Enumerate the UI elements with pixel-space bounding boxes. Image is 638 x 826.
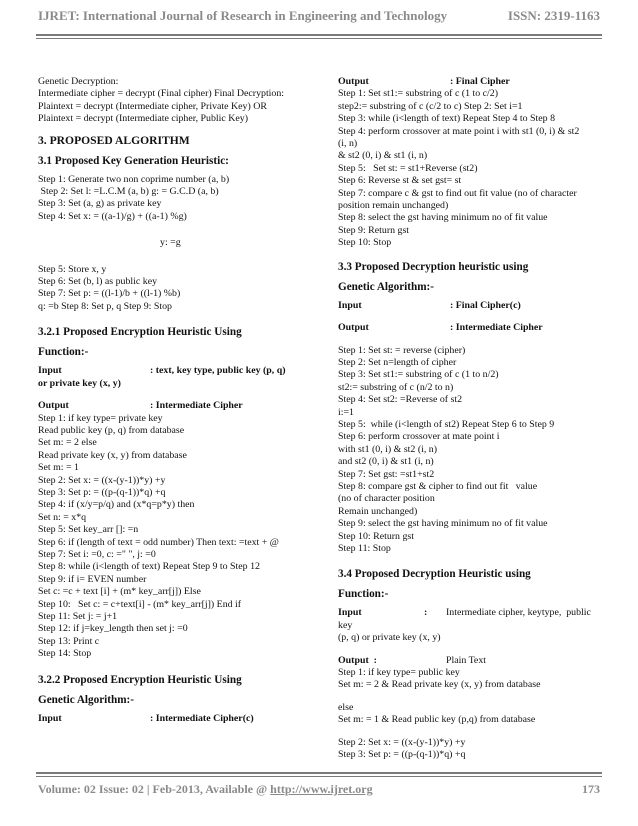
value: : text, key type, public key (p, q) [150,365,286,377]
text-line: st2:= substring of c (n/2 to n) [338,381,454,393]
footer-rule-thin [36,776,602,777]
text-line: Step 5: Store x, y [38,263,107,275]
label: Output [38,400,69,412]
subheading-function: Function:- [338,588,389,601]
enc-output-row [38,400,310,412]
text-line: Step 10: Return gst [338,530,414,542]
spacer [38,223,310,237]
text-line: Step 3: Set p: = ((p-(q-1))*q) +q [38,486,166,498]
text-line: Step 3: while (i<length of text) Repeat Step 4 to Step 8 [338,113,556,125]
text-line: step2:= substring of c (c/2 to c) Step 2: Set i=1 [338,100,523,112]
text-line: or private key (x, y) [38,377,121,389]
text-line: i:=1 [338,406,354,418]
text-line: Step 5: Set st: = st1+Reverse (st2) [338,162,478,174]
intro-block [38,76,310,126]
text-line: (p, q) or private key (x, y) [338,632,441,644]
text-line: Step 2: Set n=length of cipher [338,356,457,368]
page-footer [38,782,600,797]
spacer [338,312,610,322]
text-line: Step 8: select the gst having minimum no of fit value [338,212,548,224]
text-line: Plaintext = decrypt (Intermediate cipher, Public Key) [38,113,249,125]
text-line: Step 11: Stop [338,543,391,554]
text-line: Set m: = 2 & Read private key (x, y) from database [338,679,541,691]
label: Input [38,365,62,377]
subheading-genetic: Genetic Algorithm:- [38,693,134,706]
text-line: Step 9: select the gst having minimum no of fit value [338,518,548,530]
text-line: Set m: = 1 & Read public key (p,q) from database [338,714,536,726]
text-line: Remain unchanged) [338,505,418,517]
text-line: else [338,701,354,713]
text-line: Step 3: Set st1:= substring of c (1 to n/2) [338,369,499,381]
label: Output [338,322,369,334]
spacer [38,250,310,264]
spacer [338,335,610,345]
value: : Intermediate Cipher(c) [150,712,254,724]
text-line: Set n: = x*q [38,511,87,523]
text-line: Step 11: Set j: = j+1 [38,611,118,622]
page-number: 173 [582,782,600,796]
subheading-genetic: Genetic Algorithm:- [338,280,434,293]
text-line: Step 10: Stop [338,237,392,249]
text-line: Step 6: perform crossover at mate point i [338,431,500,443]
colon: : [424,607,428,619]
label: Input [38,712,62,724]
text-line: Step 3: Set (a, g) as private key [38,198,162,210]
text-line: Step 7: compare c & gst to find out fit value (no of character [338,187,577,199]
text-line: Read private key (x, y) from database [38,449,187,461]
header-rule-thin [36,38,602,39]
label: Input [338,607,362,619]
keygen-steps [38,174,310,314]
text-line: (i, n) [338,138,358,150]
text-line: Step 4: Set st2: =Reverse of st2 [338,394,463,406]
ga-steps [338,88,610,249]
ga-input-row [38,713,310,725]
dga-steps [338,345,610,556]
text-line: Step 5: Set key_arr []: =n [38,524,139,536]
value: : Final Cipher [450,76,510,87]
value: : Final Cipher(c) [450,299,521,311]
spacer [38,390,310,400]
text-line: Step 5: while (i<length of st2) Repeat Step 6 to Step 9 [338,418,555,430]
spacer [338,645,610,655]
text-line: Step 1: if key type= private key [38,412,163,424]
text-line: key [338,619,353,631]
spacer [338,692,610,702]
text-line: Step 2: Set x: = ((x-(y-1))*y) +y [38,474,166,486]
section-heading-3-2-1: 3.2.1 Proposed Encryption Heuristic Using [38,326,242,339]
text-line: and st2 (0, i) & st1 (i, n) [338,456,434,468]
section-heading-3-4: 3.4 Proposed Decryption Heuristic using [338,568,531,581]
label: Input [338,299,362,311]
section-heading-3-1: 3.1 Proposed Key Generation Heuristic: [38,154,229,167]
journal-title: IJRET: International Journal of Research in Engineering and Technology [38,8,448,23]
section-heading-3-2-2: 3.2.2 Proposed Encryption Heuristic Using [38,673,242,686]
page-header [38,8,600,32]
section-heading-3: 3. PROPOSED ALGORITHM [38,133,190,147]
text-line: with st1 (0, i) & st2 (i, n) [338,443,438,455]
text-line: Step 7: Set i: =0, c: =" ", j: =0 [38,548,156,560]
label: Output [338,76,369,87]
text-line: position remain unchanged) [338,200,449,212]
dfn-input-row [338,607,610,619]
text-line: Plaintext = decrypt (Intermediate cipher, Private Key) OR [38,100,267,112]
text-line: Step 9: if i= EVEN number [38,573,147,585]
footer-rule [36,772,602,774]
text-line: (no of character position [338,493,435,505]
text-line: Step 2: Set x: = ((x-(y-1))*y) +y [338,736,466,748]
text-line: Step 1: Set st: = reverse (cipher) [338,344,466,356]
enc-steps [38,413,310,661]
text-line: q: =b Step 8: Set p, q Step 9: Stop [38,300,172,312]
text-line: & st2 (0, i) & st1 (i, n) [338,150,428,162]
header-rule [36,34,602,36]
footer-text: Volume: 02 Issue: 02 | Feb-2013, Available @ [38,782,271,796]
subheading-function: Function:- [38,346,89,359]
text-line: Read public key (p, q) from database [38,424,185,436]
right-column [338,76,610,761]
text-line: Step 7: Set gst: =st1+st2 [338,468,435,480]
text-line: Step 14: Stop [38,648,92,660]
text-line: Step 8: compare gst & cipher to find out fit value [338,480,538,492]
text-line: Step 12: if j=key_length then set j: =0 [38,623,188,635]
left-column [38,76,310,725]
value: : Intermediate Cipher [450,322,543,334]
text-line: Step 3: Set p: = ((p-(q-1))*q) +q [338,749,466,761]
spacer [338,727,610,737]
text-line: Step 4: Set x: = ((a-1)/g) + ((a-1) %g) [38,210,187,222]
text-line: Step 1: if key type= public key [338,667,460,679]
text-line: Step 10: Set c: = c+text[i] - (m* key_arr[j]) End if [38,598,242,610]
dga-output-row [338,322,610,334]
journal-link[interactable]: http://www.ijret.org [270,782,373,796]
text-line: Genetic Decryption: [38,76,119,87]
value: : Intermediate Cipher [150,400,243,412]
text-line: Step 6: Set (b, l) as public key [38,276,158,288]
label: Output : [338,654,377,666]
text-line: y: =g [160,237,181,249]
text-line: Set m: = 1 [38,462,79,474]
text-line: Set c: =c + text [i] + (m* key_arr[j]) Else [38,586,201,598]
text-line: Step 6: Reverse st & set gst= st [338,175,462,187]
text-line: Step 2: Set l: =L.C.M (a, b) g: = G.C.D (a, b) [38,186,219,198]
text-line: Step 4: if (x/y=p/q) and (x*q=p*y) then [38,499,195,511]
text-line: Set m: = 2 else [38,437,97,449]
text-line: Step 1: Set st1:= substring of c (1 to c/2) [338,88,498,100]
text-line: Step 4: perform crossover at mate point i with st1 (0, i) & st2 [338,125,580,137]
value: Intermediate cipher, keytype, public [446,607,591,619]
section-heading-3-3: 3.3 Proposed Decryption heuristic using [338,260,529,273]
text-line: Step 9: Return gst [338,224,410,236]
issn: ISSN: 2319-1163 [507,8,600,23]
dfn-output-row [338,655,610,667]
text-line: Step 8: while (i<length of text) Repeat Step 9 to Step 12 [38,561,260,573]
text-line: Step 7: Set p: = ((l-1)/b + ((l-1) %b) [38,288,181,300]
ga-output-row [338,76,610,88]
dga-input-row [338,300,610,312]
text-line: Step 1: Generate two non coprime number (a, b) [38,173,230,185]
enc-input-row [38,365,310,377]
value: Plain Text [446,654,486,666]
text-line: Step 13: Print c [38,635,100,647]
text-line: Step 6: if (length of text = odd number) Then text: =text + @ [38,536,279,548]
text-line: Intermediate cipher = decrypt (Final cipher) Final Decryption: [38,88,285,100]
